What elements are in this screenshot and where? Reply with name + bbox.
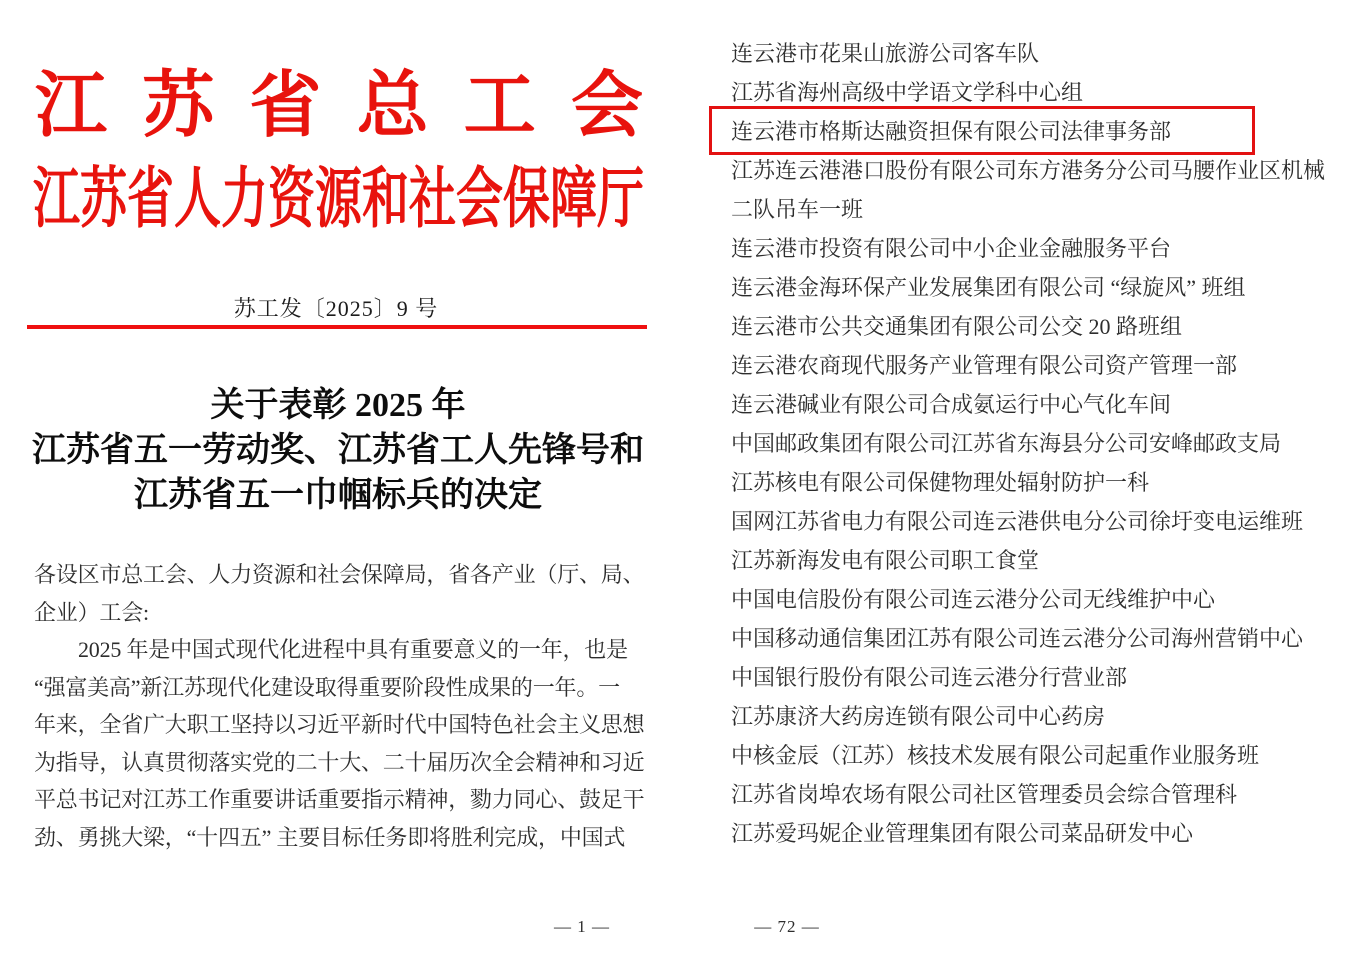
award-list-line: 连云港碱业有限公司合成氨运行中心气化车间	[731, 392, 1172, 417]
award-list-line: 中国邮政集团有限公司江苏省东海县分公司安峰邮政支局	[731, 431, 1282, 456]
title-line-1: 关于表彰 2025 年	[210, 387, 466, 424]
issuing-org-line-2: 江苏省人力资源和社会保障厅	[33, 163, 644, 237]
document-title	[0, 383, 676, 518]
award-list-line: 江苏连云港港口股份有限公司东方港务分公司马腰作业区机械	[731, 158, 1326, 183]
award-list-line: 连云港市花果山旅游公司客车队	[731, 41, 1040, 66]
body-line: “强富美高”新江苏现代化建设取得重要阶段性成果的一年。一	[34, 674, 620, 700]
issuing-org-line-1: 江苏省总工会	[35, 66, 643, 146]
body-line: 为指导，认真贯彻落实党的二十大、二十届历次全会精神和习近	[34, 749, 645, 775]
body-line: 各设区市总工会、人力资源和社会保障局，省各产业（厅、局、	[34, 562, 645, 587]
award-list-line: 江苏省海州高级中学语文学科中心组	[731, 80, 1084, 105]
body-paragraph	[34, 556, 654, 856]
award-list-line: 连云港金海环保产业发展集团有限公司 “绿旋风” 班组	[731, 275, 1246, 300]
red-divider-rule	[27, 325, 647, 329]
document-number: 苏工发〔2025〕9 号	[233, 296, 439, 321]
award-list-line: 江苏爱玛妮企业管理集团有限公司菜品研发中心	[731, 821, 1194, 846]
award-list-line: 江苏新海发电有限公司职工食堂	[731, 548, 1040, 573]
body-line: 企业）工会:	[34, 599, 149, 625]
award-list-line: 中国银行股份有限公司连云港分行营业部	[731, 665, 1128, 690]
award-list-line: 江苏核电有限公司保健物理处辐射防护一科	[731, 470, 1150, 495]
award-list	[731, 34, 1356, 853]
title-line-2: 江苏省五一劳动奖、江苏省工人先锋号和	[32, 432, 644, 469]
award-list-line: 连云港市投资有限公司中小企业金融服务平台	[731, 236, 1172, 261]
title-line-3: 江苏省五一巾帼标兵的决定	[134, 477, 542, 514]
award-list-line: 江苏康济大药房连锁有限公司中心药房	[731, 704, 1106, 729]
page-number-left: — 1 —	[554, 917, 610, 936]
award-list-line: 中国电信股份有限公司连云港分公司无线维护中心	[731, 587, 1216, 612]
award-list-line-highlighted: 连云港市格斯达融资担保有限公司法律事务部	[731, 119, 1172, 144]
award-list-line: 连云港农商现代服务产业管理有限公司资产管理一部	[731, 353, 1238, 378]
award-list-line: 连云港市公共交通集团有限公司公交 20 路班组	[731, 314, 1183, 339]
award-list-line: 江苏省岗埠农场有限公司社区管理委员会综合管理科	[731, 782, 1238, 807]
body-line: 平总书记对江苏工作重要讲话重要指示精神，勠力同心、鼓足干	[34, 787, 645, 812]
page-number-right: — 72 —	[754, 917, 820, 936]
body-line: 劲、勇挑大梁，“十四五” 主要目标任务即将胜利完成，中国式	[34, 824, 626, 850]
award-list-line: 中国移动通信集团江苏有限公司连云港分公司海州营销中心	[731, 626, 1304, 651]
award-list-line: 二队吊车一班	[731, 197, 864, 222]
body-line: 年来，全省广大职工坚持以习近平新时代中国特色社会主义思想	[34, 712, 645, 737]
award-list-line: 国网江苏省电力有限公司连云港供电分公司徐圩变电运维班	[731, 509, 1304, 534]
award-list-line: 中核金辰（江苏）核技术发展有限公司起重作业服务班	[731, 743, 1260, 768]
body-line: 2025 年是中国式现代化进程中具有重要意义的一年，也是	[78, 637, 628, 662]
right-page	[680, 0, 1360, 960]
